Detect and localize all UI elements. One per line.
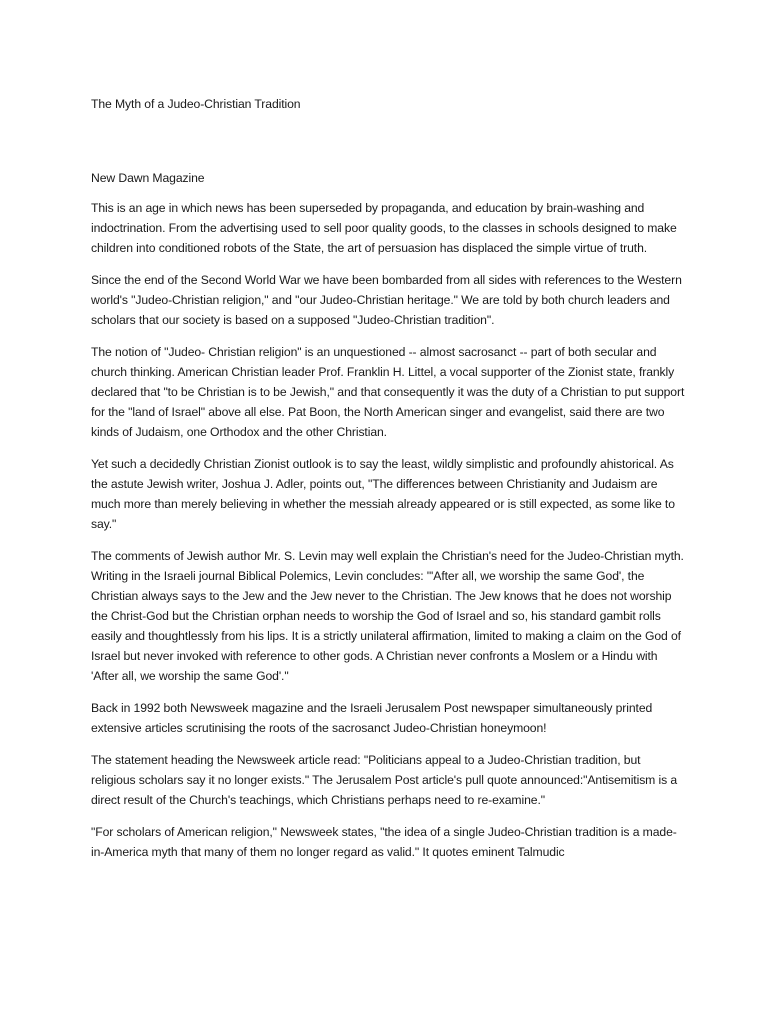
document-body <box>91 94 687 862</box>
document-source: New Dawn Magazine <box>91 171 205 185</box>
paragraph: This is an age in which news has been superseded by propaganda, and education by brain-washing and indoctrination. From the advertising used to sell poor quality goods, to the classes in schools designed to make children into conditioned robots of the State, the art of persuasion has displaced the simple virtue of truth. <box>91 201 677 255</box>
paragraph: The comments of Jewish author Mr. S. Levin may well explain the Christian's need for the Judeo-Christian myth. Writing in the Israeli journal Biblical Polemics, Levin concludes: "'After all, we worship the same God', the Christian always says to the Jew and the Jew never to the Christian. The Jew knows that he does not worship the Christ-God but the Christian orphan needs to worship the God of Israel and so, his standard gambit rolls easily and thoughtlessly from his lips. It is a strictly unilateral affirmation, limited to making a claim on the God of Israel but never invoked with reference to other gods. A Christian never confronts a Moslem or a Hindu with 'After all, we worship the same God'." <box>91 549 684 683</box>
paragraph: The notion of "Judeo- Christian religion" is an unquestioned -- almost sacrosanct -- part of both secular and church thinking. American Christian leader Prof. Franklin H. Littel, a vocal supporter of the Zionist state, frankly declared that "to be Christian is to be Jewish," and that consequently it was the duty of a Christian to put support for the "land of Israel" above all else. Pat Boon, the North American singer and evangelist, said there are two kinds of Judaism, one Orthodox and the other Christian. <box>91 345 685 439</box>
paragraph: The statement heading the Newsweek article read: "Politicians appeal to a Judeo-Christian tradition, but religious scholars say it no longer exists." The Jerusalem Post article's pull quote announced:"Antisemitism is a direct result of the Church's teachings, which Christians perhaps need to re-examine." <box>91 753 678 807</box>
paragraph: "For scholars of American religion," Newsweek states, "the idea of a single Judeo-Christian tradition is a made-in-America myth that many of them no longer regard as valid." It quotes eminent Talmudic <box>91 825 677 859</box>
paragraph: Back in 1992 both Newsweek magazine and the Israeli Jerusalem Post newspaper simultaneously printed extensive articles scrutinising the roots of the sacrosanct Judeo-Christian honeymoon! <box>91 701 653 735</box>
paragraph: Yet such a decidedly Christian Zionist outlook is to say the least, wildly simplistic and profoundly ahistorical. As the astute Jewish writer, Joshua J. Adler, points out, "The differences between Christianity and Judaism are much more than merely believing in whether the messiah already appeared or is still expected, as some like to say." <box>91 457 675 531</box>
paragraph: Since the end of the Second World War we have been bombarded from all sides with references to the Western world's "Judeo-Christian religion," and "our Judeo-Christian heritage." We are told by both church leaders and scholars that our society is based on a supposed "Judeo-Christian tradition". <box>91 273 682 327</box>
document-title: The Myth of a Judeo-Christian Tradition <box>91 97 301 111</box>
